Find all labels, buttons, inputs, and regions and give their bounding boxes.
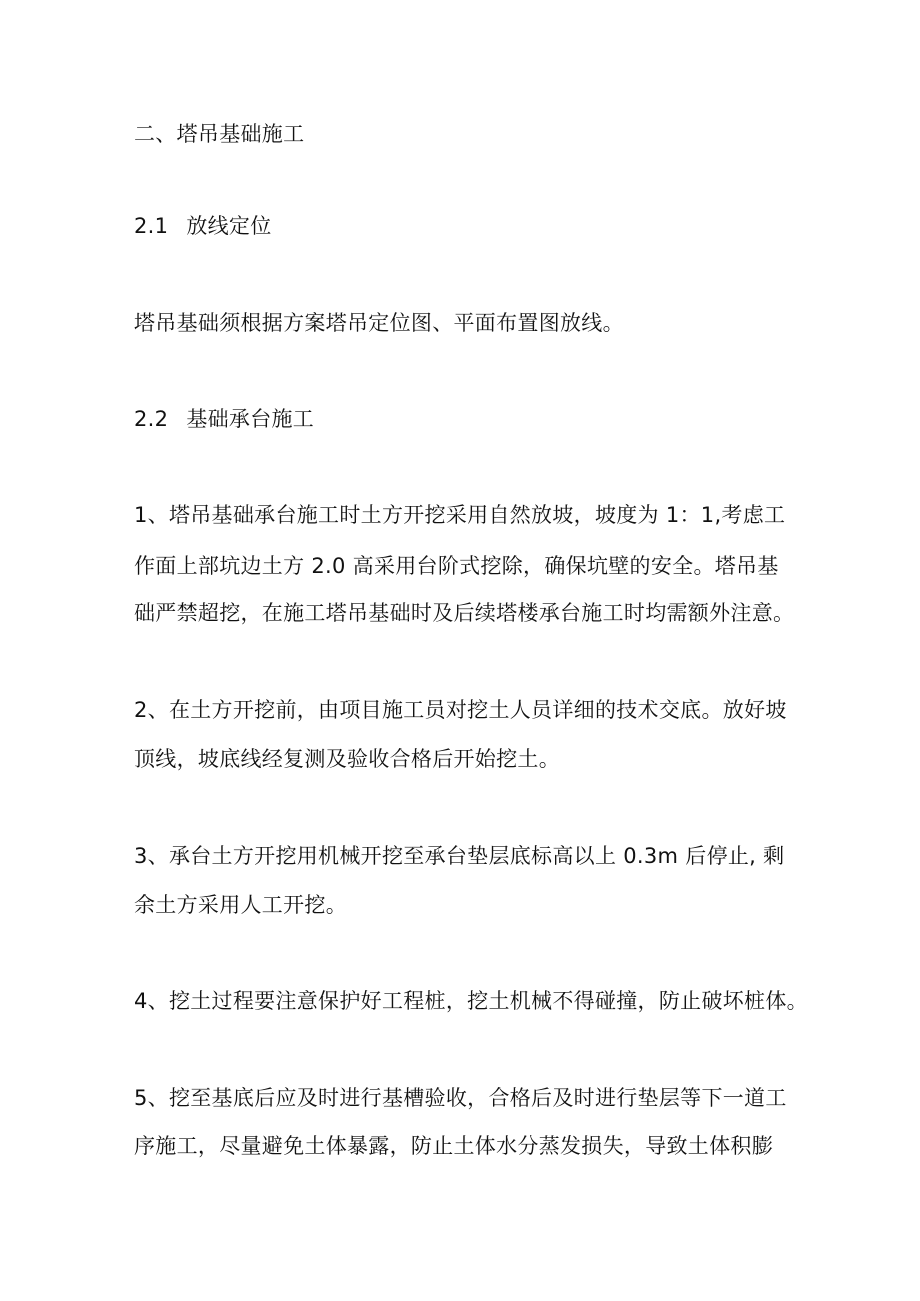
subsection-2-1-title: 放线定位	[186, 214, 272, 238]
item-3-line-1: 3、承台土方开挖用机械开挖至承台垫层底标高以上 0.3m 后停止, 剩	[134, 844, 785, 868]
item-1-line-1: 1、塔吊基础承台施工时土方开挖采用自然放坡，坡度为 1：1,考虑工	[134, 503, 786, 527]
item-1-line-2: 作面上部坑边土方 2.0 高采用台阶式挖除，确保坑壁的安全。塔吊基	[134, 554, 779, 578]
subsection-2-1-paragraph: 塔吊基础须根据方案塔吊定位图、平面布置图放线。	[134, 311, 624, 335]
item-1-line-3: 础严禁超挖，在施工塔吊基础时及后续塔楼承台施工时均需额外注意。	[134, 601, 795, 625]
subsection-2-1-number: 2.1	[134, 214, 169, 238]
item-5-line-1: 5、挖至基底后应及时进行基槽验收，合格后及时进行垫层等下一道工	[134, 1086, 787, 1110]
item-4-line-1: 4、挖土过程要注意保护好工程桩，挖土机械不得碰撞，防止破坏桩体。	[134, 989, 808, 1013]
item-2-line-2: 顶线，坡底线经复测及验收合格后开始挖土。	[134, 747, 560, 771]
subsection-2-2-title: 基础承台施工	[186, 407, 315, 431]
subsection-2-1-heading	[134, 213, 272, 239]
item-5-line-2: 序施工，尽量避免土体暴露，防止土体水分蒸发损失，导致土体积膨	[134, 1134, 773, 1158]
subsection-2-2-number: 2.2	[134, 407, 169, 431]
item-2-line-1: 2、在土方开挖前，由项目施工员对挖土人员详细的技术交底。放好坡	[134, 698, 787, 722]
subsection-2-2-heading	[134, 406, 314, 432]
item-3-line-2: 余土方采用人工开挖。	[134, 893, 347, 917]
section-heading: 二、塔吊基础施工	[134, 122, 305, 146]
